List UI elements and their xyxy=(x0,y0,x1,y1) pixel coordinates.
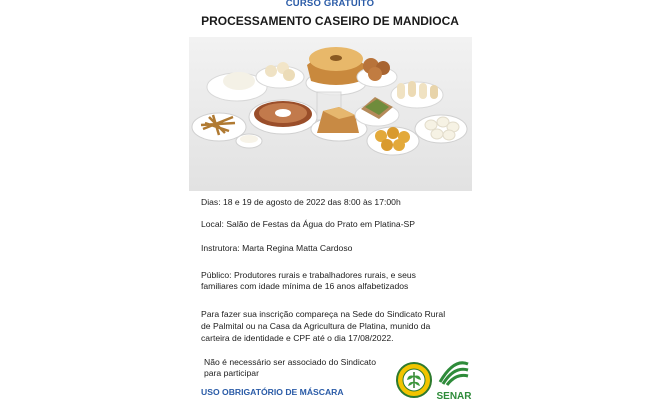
membership-line-1: Não é necessário ser associado do Sindicato xyxy=(204,357,376,367)
course-title: PROCESSAMENTO CASEIRO DE MANDIOCA xyxy=(201,14,459,28)
instructor-line: Instrutora: Marta Regina Matta Cardoso xyxy=(201,243,353,253)
dates-line: Dias: 18 e 19 de agosto de 2022 das 8:00 às 17:00h xyxy=(201,197,401,207)
audience-line-1: Público: Produtores rurais e trabalhadores rurais, e seus xyxy=(201,270,416,280)
food-photo xyxy=(189,37,472,191)
enrollment-line-2: de Palmital ou na Casa da Agricultura de Platina, munido da xyxy=(201,321,431,331)
course-kicker: CURSO GRATUITO xyxy=(285,0,375,9)
senar-label: SENAR xyxy=(436,391,472,402)
audience-line-2: familiares com idade mínima de 16 anos alfabetizados xyxy=(201,281,409,291)
mask-notice: USO OBRIGATÓRIO DE MÁSCARA xyxy=(201,387,344,397)
enrollment-line-1: Para fazer sua inscrição compareça na Sede do Sindicato Rural xyxy=(201,309,446,319)
enrollment-line-3: carteira de identidade e CPF até o dia 17/08/2022. xyxy=(201,333,394,343)
membership-line-2: para participar xyxy=(204,368,259,378)
sindicato-rural-logo xyxy=(396,360,432,400)
senar-logo xyxy=(436,360,472,400)
senar-mark-icon xyxy=(436,360,472,386)
location-line: Local: Salão de Festas da Água do Prato em Platina-SP xyxy=(201,219,416,229)
